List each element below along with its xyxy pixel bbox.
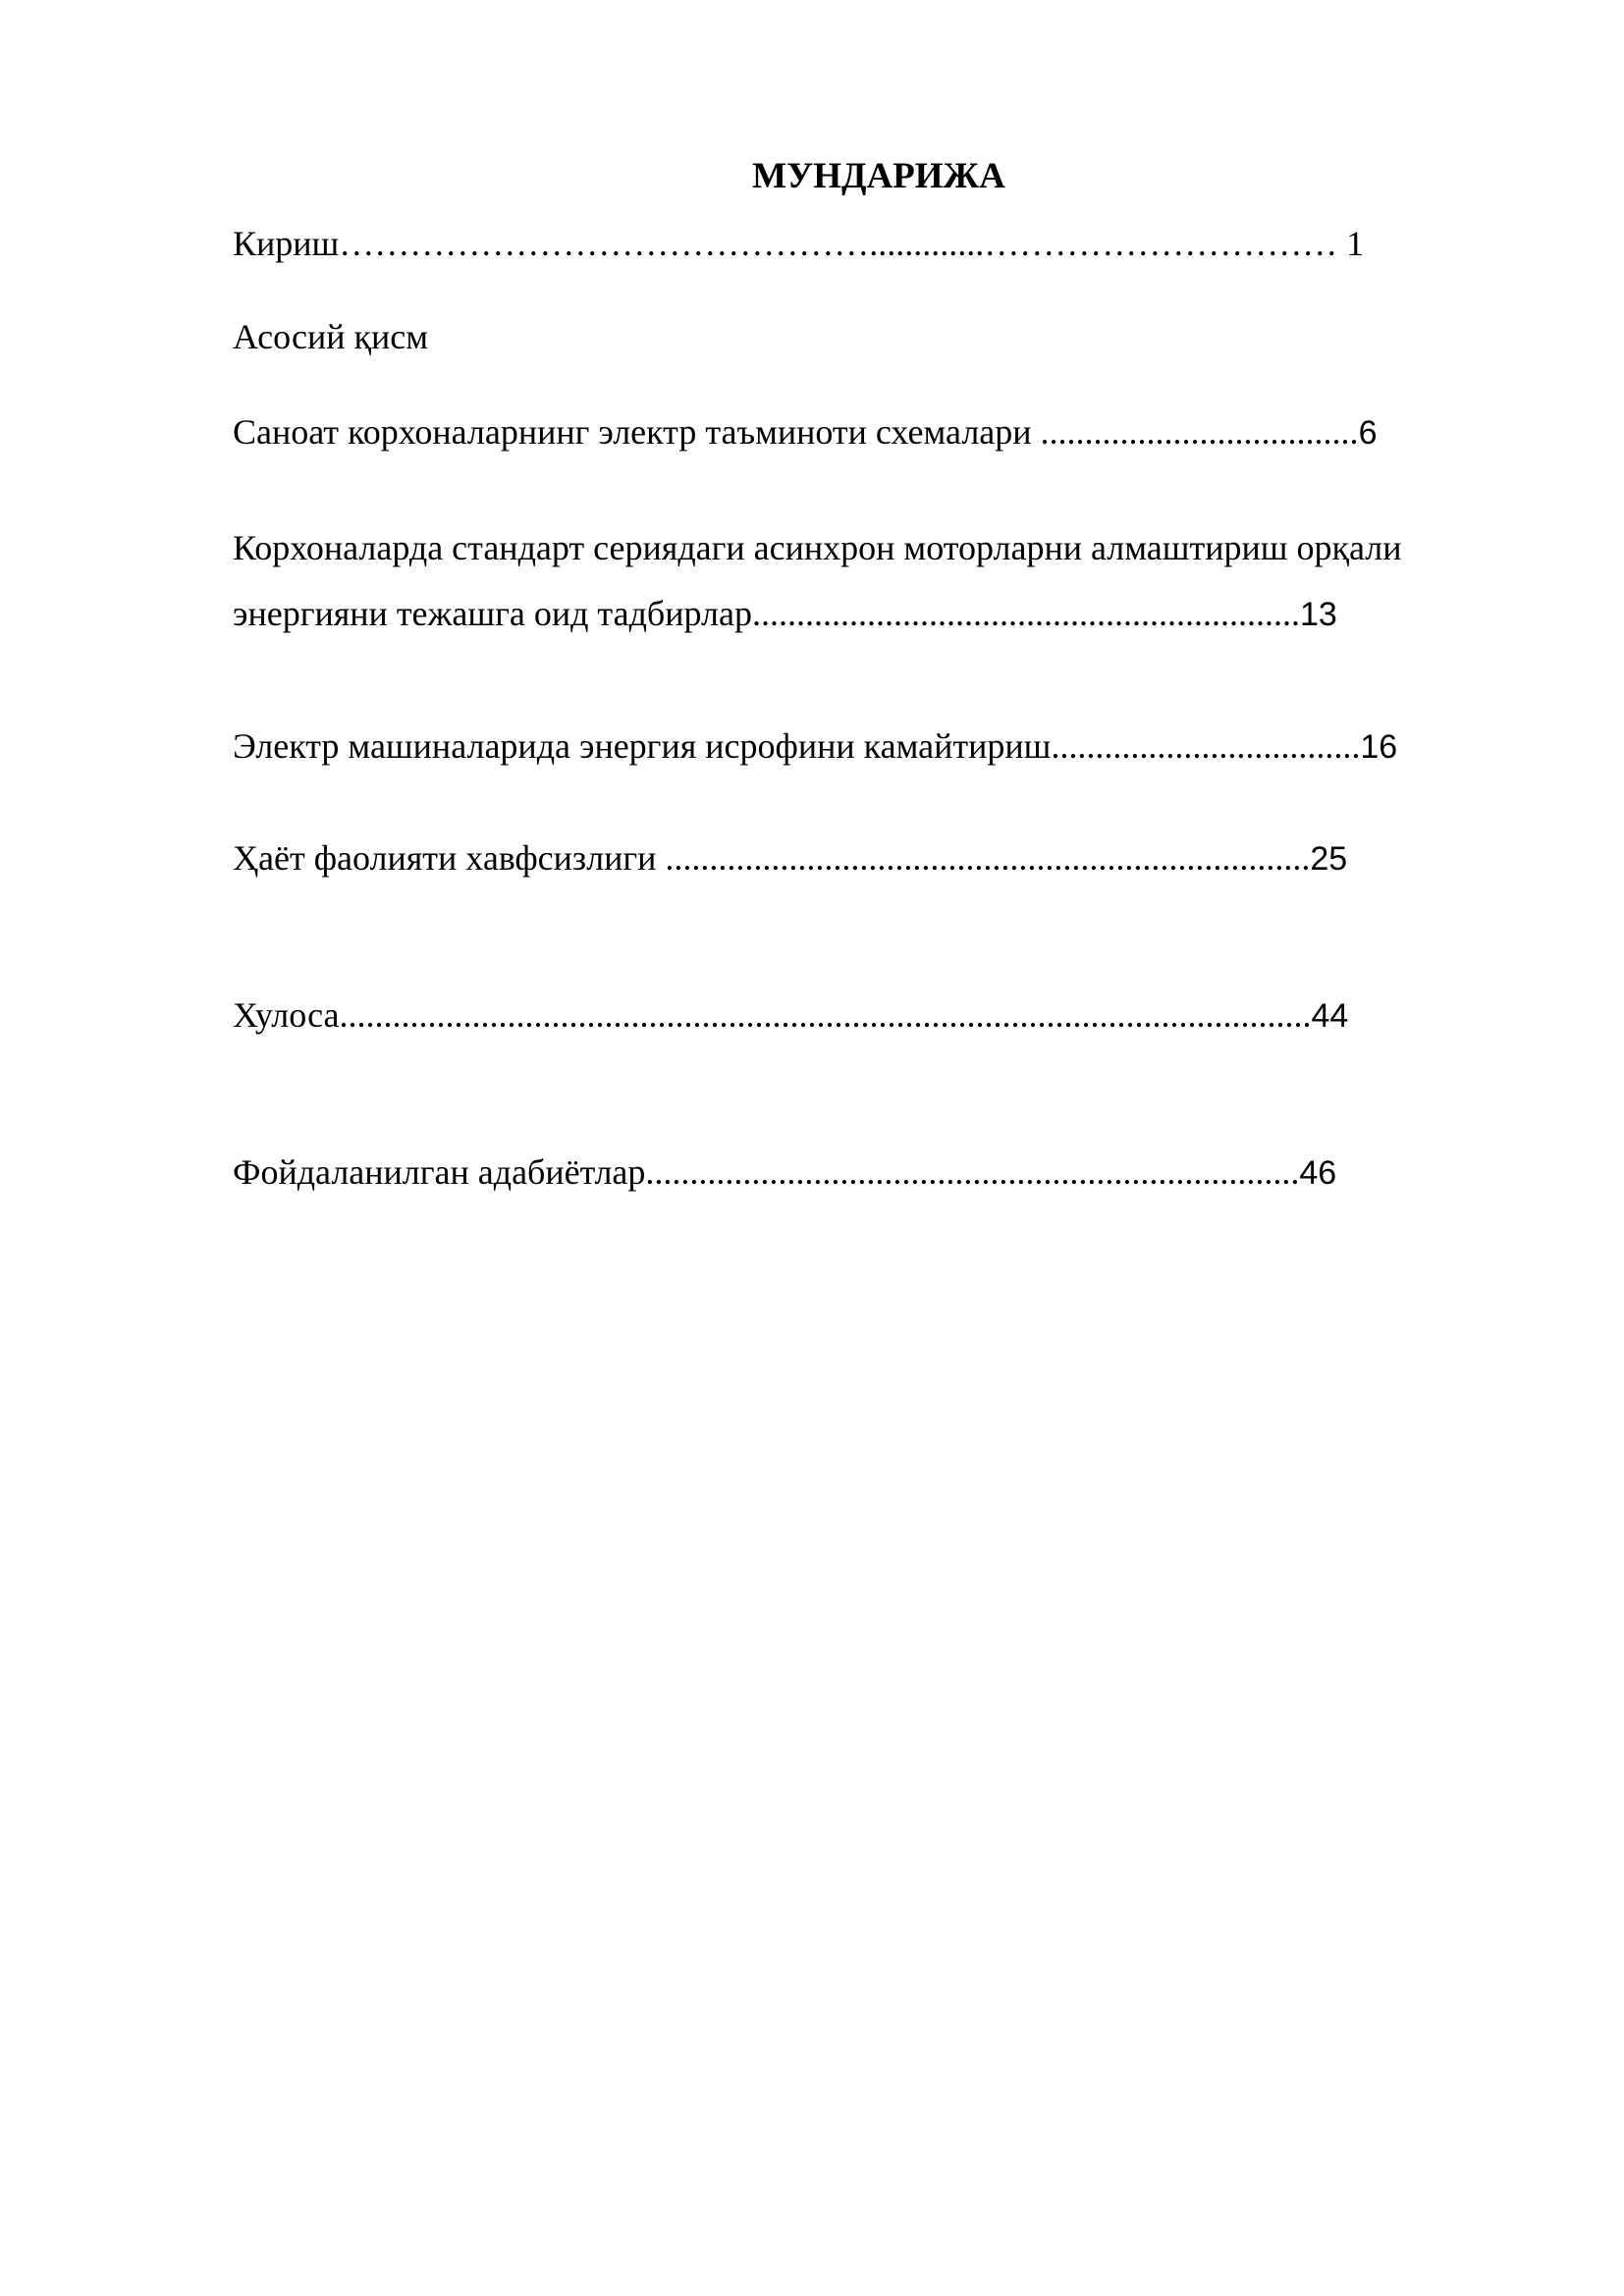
toc-page-number: 6	[1358, 414, 1378, 452]
toc-entry-text: Ҳаёт фаолияти хавфсизлиги .........................................................................	[233, 838, 1311, 878]
toc-entry-text: энергияни тежашга оид тадбирлар..............................................................	[233, 594, 1300, 633]
toc-entry-text: Электр машиналарида энергия исрофини камайтириш...................................	[233, 726, 1361, 766]
toc-entry-references	[233, 1150, 1336, 1195]
toc-entry-conclusion	[233, 993, 1348, 1038]
toc-entry-text: Саноат корхоналарнинг электр таъминоти схемалари ....................................	[233, 412, 1359, 452]
toc-page-number: 13	[1299, 596, 1337, 633]
toc-page-number: 16	[1360, 728, 1398, 766]
toc-entry-text: Хулоса..............................................................................................................	[233, 995, 1312, 1035]
toc-page-number: 44	[1311, 997, 1349, 1035]
toc-entry-text: Фойдаланилган адабиётлар..........................................................................	[233, 1152, 1300, 1192]
page-title: МУНДАРИЖА	[752, 156, 1005, 196]
toc-page-number: 25	[1310, 840, 1348, 878]
toc-entry-safety	[233, 836, 1347, 881]
toc-entry-energy-loss	[233, 724, 1397, 769]
toc-page-number: 46	[1299, 1154, 1337, 1192]
toc-entry-text: Корхоналарда стандарт сериядаги асинхрон моторларни алмаштириш орқали	[233, 528, 1402, 567]
toc-entry-motors-line1	[233, 526, 1401, 569]
toc-entry-text: Асосий қисм	[233, 317, 429, 356]
toc-entry-text: Кириш……………………………………….............………………………… 1	[233, 224, 1365, 263]
toc-entry-power-supply	[233, 410, 1377, 454]
toc-section-heading	[233, 315, 428, 358]
toc-entry-motors-line2	[233, 592, 1337, 636]
toc-entry-kirish	[233, 222, 1364, 265]
